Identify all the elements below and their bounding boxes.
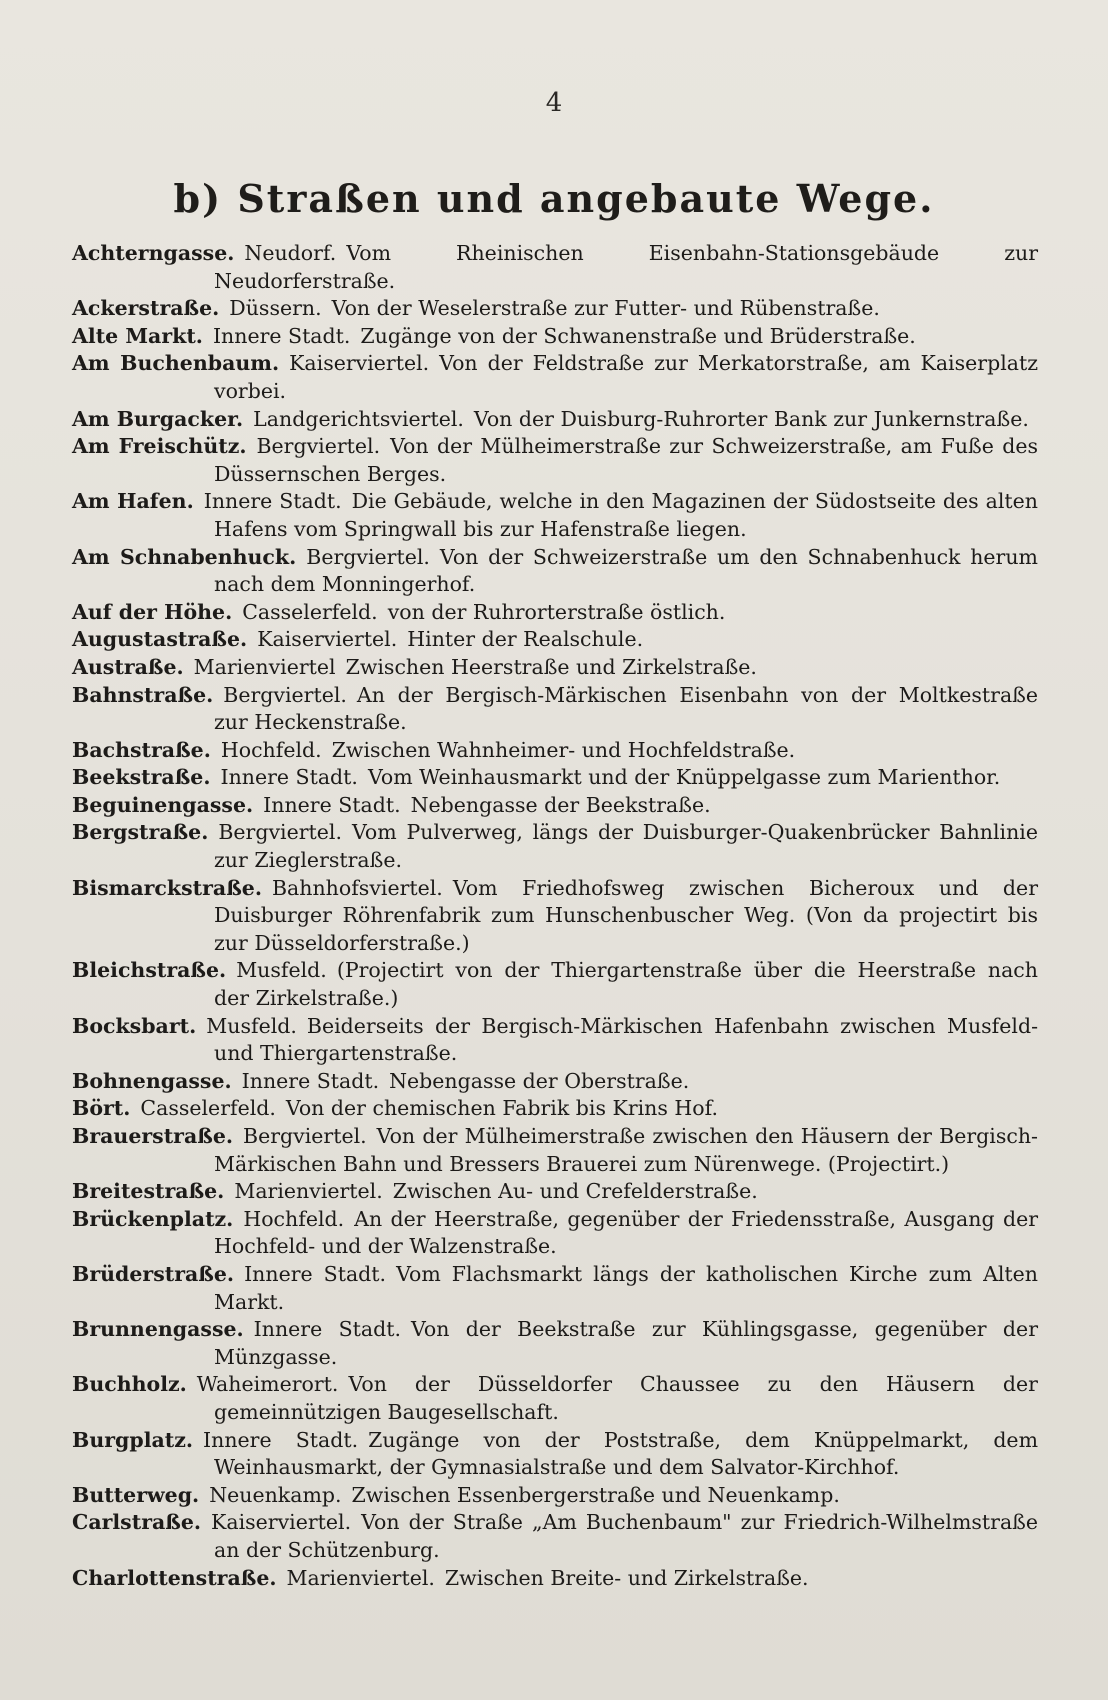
street-district: Innere Stadt. xyxy=(244,1261,387,1286)
street-description: Vom Flachsmarkt längs der katholischen Kirche zum Alten Markt. xyxy=(214,1261,1039,1314)
street-district: Hochfeld. xyxy=(220,737,322,762)
street-description: Zwischen Breite- und Zirkelstraße. xyxy=(444,1565,809,1590)
street-description: Zugänge von der Poststraße, dem Knüppelmarkt, dem Weinhausmarkt, der Gymnasialstraße und dem Salvator-Kirchhof. xyxy=(214,1427,1039,1480)
street-name: Bahnstraße. xyxy=(72,682,214,707)
street-description: von der Ruhrorterstraße östlich. xyxy=(387,599,726,624)
street-district: Bergviertel. xyxy=(243,1124,367,1148)
street-description: Beiderseits der Bergisch-Märkischen Hafenbahn zwischen Musfeld- und Thiergartenstraße. xyxy=(214,1013,1038,1066)
street-description: Zwischen Essenbergerstraße und Neuenkamp. xyxy=(351,1482,840,1507)
street-district: Waheimerort. xyxy=(196,1372,339,1397)
street-district: Kaiserviertel. xyxy=(289,351,430,376)
street-description: Von der Beekstraße zur Kühlingsgasse, gegenüber der Münzgasse. xyxy=(214,1317,1038,1369)
street-district: Musfeld. xyxy=(206,1013,297,1038)
street-name: Beekstraße. xyxy=(72,765,211,790)
street-entry xyxy=(72,1068,1038,1096)
street-name: Bohnengasse. xyxy=(72,1068,232,1093)
street-name: Brunnengasse. xyxy=(72,1317,244,1342)
street-district: Innere Stadt. xyxy=(212,323,351,348)
street-description: Hinter der Realschule. xyxy=(407,627,644,652)
street-description: Nebengasse der Oberstraße. xyxy=(389,1068,690,1093)
street-description: Von der chemischen Fabrik bis Krins Hof. xyxy=(285,1096,719,1121)
street-name: Buchholz. xyxy=(72,1372,187,1397)
street-description: Vom Pulverweg, längs der Duisburger-Quakenbrücker Bahnlinie zur Zieglerstraße. xyxy=(214,820,1038,873)
street-description: Vom Rheinischen Eisenbahn-Stationsgebäude zur Neudorferstraße. xyxy=(214,241,1038,293)
street-name: Bört. xyxy=(72,1096,131,1121)
page-number: 4 xyxy=(545,88,563,118)
street-entry xyxy=(72,626,1038,654)
street-name: Charlottenstraße. xyxy=(72,1565,277,1590)
street-entry xyxy=(72,1509,1038,1564)
street-district: Bergviertel. xyxy=(223,682,347,707)
street-district: Innere Stadt. xyxy=(253,1317,401,1342)
street-entry xyxy=(72,488,1038,543)
street-description: An der Heerstraße, gegenüber der Friedensstraße, Ausgang der Hochfeld- und der Walzenstraße. xyxy=(214,1206,1038,1259)
street-name: Brauerstraße. xyxy=(72,1124,234,1148)
street-entry xyxy=(72,1261,1038,1316)
street-district: Marienviertel. xyxy=(286,1565,435,1590)
street-district: Innere Stadt. xyxy=(220,765,358,790)
street-description: Von der Duisburg-Ruhrorter Bank zur Junkernstraße. xyxy=(473,406,1029,431)
street-name: Beguinengasse. xyxy=(72,792,254,817)
street-name: Am Burgacker. xyxy=(72,406,244,431)
street-name: Brüderstraße. xyxy=(72,1261,235,1286)
street-name: Alte Markt. xyxy=(72,323,203,348)
street-name: Ackerstraße. xyxy=(72,296,220,321)
street-district: Hochfeld. xyxy=(243,1206,345,1231)
street-description: An der Bergisch-Märkischen Eisenbahn von der Moltkestraße zur Heckenstraße. xyxy=(214,682,1038,735)
street-entry xyxy=(72,323,1038,351)
street-entry xyxy=(72,350,1038,405)
street-description: Zwischen Heerstraße und Zirkelstraße. xyxy=(345,654,757,679)
street-name: Breitestraße. xyxy=(72,1179,225,1204)
street-description: Von der Mülheimerstraße zur Schweizerstraße, am Fuße des Düssernschen Berges. xyxy=(214,434,1039,486)
street-name: Bergstraße. xyxy=(72,820,209,845)
street-entry xyxy=(72,406,1038,434)
street-description: Von der Düsseldorfer Chaussee zu den Häusern der gemeinnützigen Baugesellschaft. xyxy=(214,1372,1038,1424)
street-name: Burgplatz. xyxy=(72,1427,194,1452)
street-name: Bismarckstraße. xyxy=(72,875,262,900)
street-name: Carlstraße. xyxy=(72,1510,202,1535)
street-district: Neudorf. xyxy=(244,241,337,265)
street-district: Marienviertel xyxy=(193,654,336,679)
street-name: Brückenplatz. xyxy=(72,1206,234,1231)
street-description: Vom Weinhausmarkt und der Knüppelgasse zum Marienthor. xyxy=(367,765,1001,790)
street-name: Butterweg. xyxy=(72,1482,200,1507)
street-entry xyxy=(72,792,1038,820)
street-district: Bergviertel. xyxy=(218,820,342,845)
street-description: Vom Friedhofsweg zwischen Bicheroux und der Duisburger Röhrenfabrik zum Hunschenbuscher Weg. (Von da projectirt bis zur Düsseldorferstraße.) xyxy=(214,875,1038,955)
street-description: Zugänge von der Schwanenstraße und Brüderstraße. xyxy=(360,323,916,348)
street-name: Am Hafen. xyxy=(72,489,194,514)
street-description: Von der Weselerstraße zur Futter- und Rübenstraße. xyxy=(331,296,880,321)
street-name: Augustastraße. xyxy=(72,627,248,652)
street-district: Casselerfeld. xyxy=(242,599,378,624)
street-description: Von der Schweizerstraße um den Schnabenhuck herum nach dem Monningerhof. xyxy=(214,544,1039,597)
street-entry xyxy=(72,1206,1038,1261)
street-entry xyxy=(72,764,1038,792)
street-entry xyxy=(72,1178,1038,1206)
street-district: Landgerichtsviertel. xyxy=(253,406,464,431)
street-entry xyxy=(72,1427,1038,1482)
street-district: Innere Stadt. xyxy=(203,1427,359,1452)
street-description: Die Gebäude, welche in den Magazinen der Südostseite des alten Hafens vom Springwall bis zur Hafenstraße liegen. xyxy=(214,489,1038,541)
street-district: Kaiserviertel. xyxy=(211,1510,352,1535)
street-name: Austraße. xyxy=(72,654,184,679)
street-name: Achterngasse. xyxy=(72,241,235,265)
street-entry xyxy=(72,433,1038,488)
street-district: Casselerfeld. xyxy=(140,1096,276,1121)
street-name: Am Freischütz. xyxy=(72,434,247,459)
street-district: Bergviertel. xyxy=(306,544,430,569)
street-district: Innere Stadt. xyxy=(203,489,342,514)
street-entry xyxy=(72,1371,1038,1426)
street-description: Von der Mülheimerstraße zwischen den Häusern der Bergisch-Märkischen Bahn und Bressers Brauerei zum Nürenwege. (Projectirt.) xyxy=(214,1124,1038,1176)
street-entry xyxy=(72,654,1038,682)
street-name: Am Buchenbaum. xyxy=(72,351,280,376)
street-entry xyxy=(72,599,1038,627)
street-description: Von der Feldstraße zur Merkatorstraße, am Kaiserplatz vorbei. xyxy=(214,351,1039,403)
street-district: Kaiserviertel. xyxy=(257,627,398,652)
street-description: Zwischen Au- und Crefelderstraße. xyxy=(392,1179,758,1204)
street-entry xyxy=(72,295,1038,323)
street-entry xyxy=(72,819,1038,874)
street-district: Bergviertel. xyxy=(256,434,381,459)
street-description: Nebengasse der Beekstraße. xyxy=(410,792,711,817)
street-entry xyxy=(72,1013,1038,1068)
street-district: Neuenkamp. xyxy=(209,1482,342,1507)
street-description: Zwischen Wahnheimer- und Hochfeldstraße. xyxy=(331,737,796,762)
street-entry xyxy=(72,1482,1038,1510)
street-name: Auf der Höhe. xyxy=(72,599,233,624)
street-name: Am Schnabenhuck. xyxy=(72,544,297,569)
street-entry xyxy=(72,875,1038,958)
street-district: Marienviertel. xyxy=(234,1179,383,1204)
street-list xyxy=(72,240,1038,1592)
street-entry xyxy=(72,1565,1038,1593)
street-district: Bahnhofsviertel. xyxy=(271,875,443,900)
street-district: Innere Stadt. xyxy=(241,1068,380,1093)
street-entry xyxy=(72,1316,1038,1371)
section-heading: b) Straßen und angebaute Wege. xyxy=(173,176,935,221)
street-description: Von der Straße „Am Buchenbaum" zur Friedrich-Wilhelmstraße an der Schützenburg. xyxy=(214,1510,1038,1562)
street-entry xyxy=(72,544,1038,599)
street-entry xyxy=(72,957,1038,1012)
street-district: Musfeld. xyxy=(236,958,327,983)
street-name: Bocksbart. xyxy=(72,1013,197,1038)
street-entry xyxy=(72,1095,1038,1123)
street-name: Bachstraße. xyxy=(72,737,211,762)
street-entry xyxy=(72,240,1038,295)
street-district: Innere Stadt. xyxy=(263,792,401,817)
street-entry xyxy=(72,682,1038,737)
street-entry xyxy=(72,1123,1038,1178)
street-entry xyxy=(72,737,1038,765)
street-district: Düssern. xyxy=(229,296,322,321)
street-name: Bleichstraße. xyxy=(72,958,227,983)
street-description: (Projectirt von der Thiergartenstraße über die Heerstraße nach der Zirkelstraße.) xyxy=(214,958,1038,1011)
